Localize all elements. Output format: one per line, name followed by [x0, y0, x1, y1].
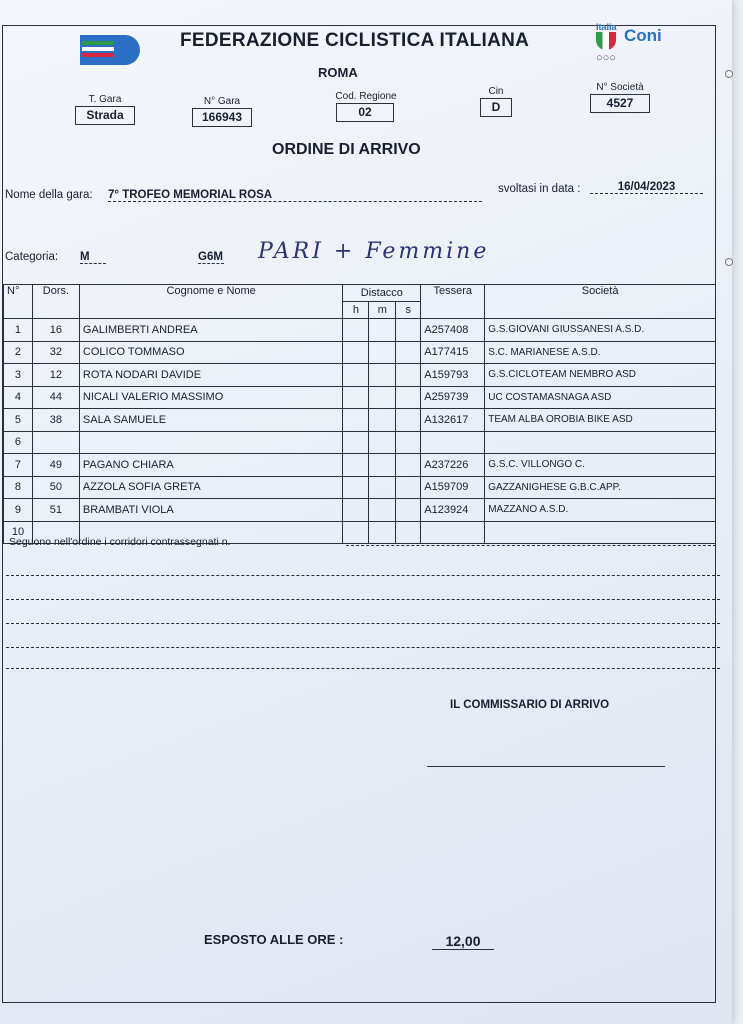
col-tessera-header: Tessera — [421, 285, 485, 319]
cell-dors: 50 — [32, 476, 79, 499]
cell-num: 3 — [4, 364, 33, 387]
esposto-time: 12,00 — [432, 933, 494, 950]
cell-m — [369, 319, 396, 342]
cell-s — [396, 386, 421, 409]
follow-text: Seguono nell'ordine i corridori contrassegnati n. — [9, 536, 231, 548]
category-code: G6M — [198, 251, 223, 263]
table-row — [4, 476, 716, 499]
cell-num: 6 — [4, 431, 33, 454]
race-date-value: 16/04/2023 — [590, 181, 703, 194]
tipo-gara-label: T. Gara — [88, 94, 122, 105]
col-m-header: m — [369, 302, 396, 319]
cell-dors — [32, 431, 79, 454]
cell-societa: UC COSTAMASNAGA ASD — [485, 386, 716, 409]
dashed-line — [6, 575, 720, 576]
col-h-header: h — [343, 302, 369, 319]
handwritten-note: PARI + Femmine — [258, 239, 490, 264]
signature-line — [427, 766, 665, 767]
race-name-label: Nome della gara: — [5, 189, 93, 201]
num-gara-label: N° Gara — [203, 96, 241, 107]
fci-logo — [80, 35, 140, 65]
cell-societa: G.S.GIOVANI GIUSSANESI A.S.D. — [485, 319, 716, 342]
cell-m — [369, 454, 396, 477]
flag-stripe-green — [82, 41, 114, 45]
punch-hole — [725, 70, 733, 78]
cell-tessera: A159793 — [421, 364, 485, 387]
num-societa-value: 4527 — [590, 94, 650, 113]
flag-stripe-white — [82, 47, 114, 51]
cell-h — [343, 521, 369, 544]
col-dors-header: Dors. — [32, 285, 79, 319]
cell-num: 8 — [4, 476, 33, 499]
cell-societa — [485, 521, 716, 544]
table-row — [4, 431, 716, 454]
cell-name: AZZOLA SOFIA GRETA — [79, 476, 343, 499]
cell-s — [396, 364, 421, 387]
cell-h — [343, 431, 369, 454]
cell-h — [343, 341, 369, 364]
cell-num: 10 — [4, 521, 33, 544]
cell-tessera — [421, 521, 485, 544]
federation-title: FEDERAZIONE CICLISTICA ITALIANA — [180, 30, 530, 51]
table-row — [4, 319, 716, 342]
table-row — [4, 454, 716, 477]
cell-name: COLICO TOMMASO — [79, 341, 343, 364]
cell-s — [396, 431, 421, 454]
table-row — [4, 364, 716, 387]
cell-m — [369, 476, 396, 499]
cell-dors: 12 — [32, 364, 79, 387]
coni-logo — [594, 22, 674, 68]
cell-dors: 44 — [32, 386, 79, 409]
col-name-header: Cognome e Nome — [79, 285, 343, 319]
tipo-gara-value: Strada — [75, 106, 135, 125]
num-gara-value: 166943 — [192, 108, 252, 127]
cell-m — [369, 499, 396, 522]
cell-dors: 51 — [32, 499, 79, 522]
cell-s — [396, 499, 421, 522]
cell-num: 5 — [4, 409, 33, 432]
table-row — [4, 386, 716, 409]
cell-name — [79, 431, 343, 454]
table-header-row — [4, 285, 716, 302]
cell-s — [396, 341, 421, 364]
cell-tessera: A132617 — [421, 409, 485, 432]
coni-wordmark: Coni — [624, 26, 662, 45]
cell-num: 7 — [4, 454, 33, 477]
cod-regione-label: Cod. Regione — [335, 91, 397, 102]
cell-m — [369, 431, 396, 454]
cell-societa — [485, 431, 716, 454]
category-value: M — [80, 251, 106, 264]
cell-dors: 16 — [32, 319, 79, 342]
esposto-label: ESPOSTO ALLE ORE : — [204, 932, 344, 947]
cell-num: 9 — [4, 499, 33, 522]
cell-m — [369, 521, 396, 544]
cell-societa: MAZZANO A.S.D. — [485, 499, 716, 522]
cell-h — [343, 409, 369, 432]
category-label: Categoria: — [5, 251, 59, 263]
punch-hole — [725, 258, 733, 266]
cell-name: PAGANO CHIARA — [79, 454, 343, 477]
cell-tessera: A177415 — [421, 341, 485, 364]
city-label: ROMA — [318, 65, 358, 80]
cell-societa: GAZZANIGHESE G.B.C.APP. — [485, 476, 716, 499]
cell-m — [369, 386, 396, 409]
cell-dors: 38 — [32, 409, 79, 432]
col-num-header: N° — [4, 285, 33, 319]
cell-h — [343, 364, 369, 387]
cell-h — [343, 319, 369, 342]
cell-tessera: A123924 — [421, 499, 485, 522]
dashed-line — [6, 599, 720, 600]
race-name-value: 7° TROFEO MEMORIAL ROSA — [108, 189, 482, 202]
col-societa-header: Società — [485, 285, 716, 319]
table-row — [4, 409, 716, 432]
cell-tessera: A257408 — [421, 319, 485, 342]
cell-name: SALA SAMUELE — [79, 409, 343, 432]
col-s-header: s — [396, 302, 421, 319]
cell-societa: S.C. MARIANESE A.S.D. — [485, 341, 716, 364]
cell-m — [369, 409, 396, 432]
cell-tessera: A237226 — [421, 454, 485, 477]
cell-s — [396, 454, 421, 477]
cell-tessera — [421, 431, 485, 454]
results-table — [3, 284, 716, 544]
cell-m — [369, 364, 396, 387]
cell-name: ROTA NODARI DAVIDE — [79, 364, 343, 387]
cell-name: GALIMBERTI ANDREA — [79, 319, 343, 342]
dashed-line — [6, 623, 720, 624]
cell-m — [369, 341, 396, 364]
cell-societa: G.S.CICLOTEAM NEMBRO ASD — [485, 364, 716, 387]
cell-s — [396, 521, 421, 544]
cell-name: BRAMBATI VIOLA — [79, 499, 343, 522]
cell-s — [396, 476, 421, 499]
cell-h — [343, 499, 369, 522]
cell-num: 2 — [4, 341, 33, 364]
coni-shield-icon — [596, 32, 616, 50]
cell-tessera: A259739 — [421, 386, 485, 409]
cod-regione-value: 02 — [336, 103, 394, 122]
cin-label: Cin — [488, 86, 504, 97]
cell-dors: 49 — [32, 454, 79, 477]
table-row — [4, 341, 716, 364]
cell-h — [343, 454, 369, 477]
cell-h — [343, 386, 369, 409]
cell-societa: TEAM ALBA OROBIA BIKE ASD — [485, 409, 716, 432]
document-title: ORDINE DI ARRIVO — [272, 141, 421, 158]
cin-value: D — [480, 98, 512, 117]
cell-s — [396, 409, 421, 432]
commissario-label: IL COMMISSARIO DI ARRIVO — [450, 699, 610, 711]
cell-dors: 32 — [32, 341, 79, 364]
table-row — [4, 499, 716, 522]
coni-italia-text: Italia — [596, 22, 617, 32]
dashed-line — [6, 668, 720, 669]
num-societa-label: N° Società — [596, 82, 644, 93]
cell-s — [396, 319, 421, 342]
flag-stripe-red — [82, 53, 114, 57]
cell-tessera: A159709 — [421, 476, 485, 499]
cell-num: 4 — [4, 386, 33, 409]
cell-name: NICALI VALERIO MASSIMO — [79, 386, 343, 409]
cell-num: 1 — [4, 319, 33, 342]
olympic-rings-icon: ○○○ — [596, 52, 616, 64]
follow-line — [346, 545, 716, 546]
cell-societa: G.S.C. VILLONGO C. — [485, 454, 716, 477]
cell-h — [343, 476, 369, 499]
col-distacco-header: Distacco — [343, 285, 421, 302]
race-date-label: svoltasi in data : — [498, 183, 581, 195]
dashed-line — [6, 647, 720, 648]
